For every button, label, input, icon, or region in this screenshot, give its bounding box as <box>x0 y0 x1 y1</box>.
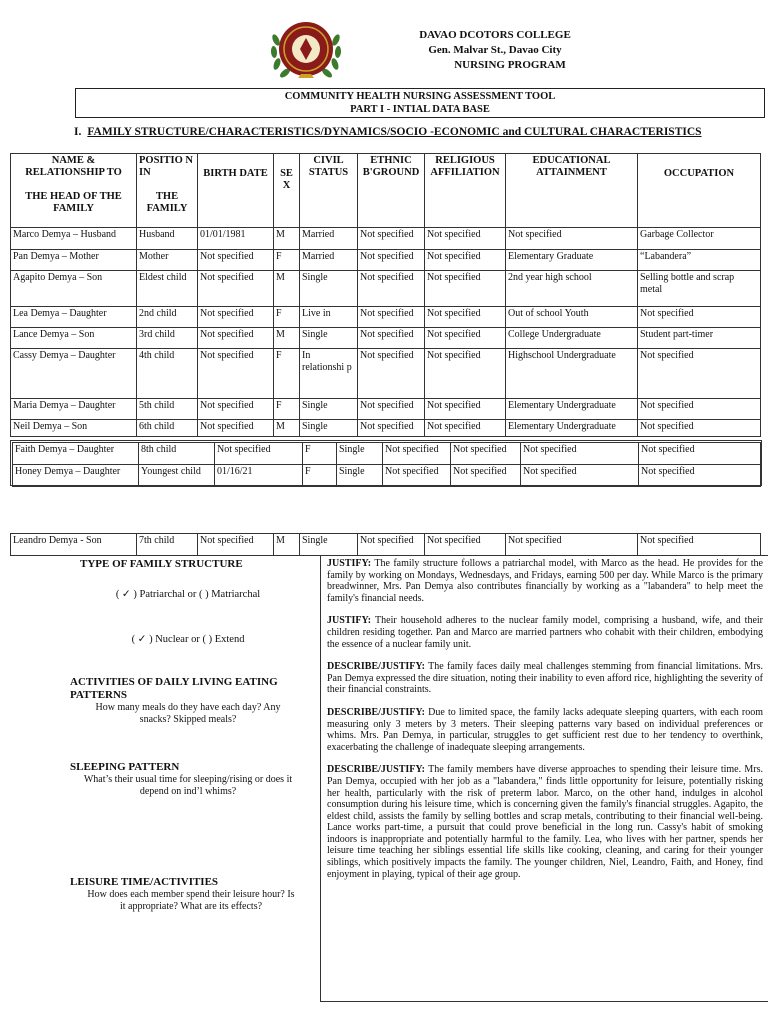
justify-eating: DESCRIBE/JUSTIFY: The family faces daily meal challenges stemming from financial limitations. Mrs. Pan Demya expressed the dire situation, noting their inability to even afford rice, highlighting the severity of their financial constraints. <box>327 661 763 696</box>
table-cell: Not specified <box>506 228 638 250</box>
table-cell: Not specified <box>198 349 274 399</box>
table-cell: Not specified <box>639 443 761 465</box>
justify-sleeping: DESCRIBE/JUSTIFY: Due to limited space, the family lacks adequate sleeping quarters, with each room measuring only 3 meters by 3 meters. Their sleeping patterns vary based on individual preferences or whims. Mrs. Pan Demya, in particular, struggles to get sufficient rest due to her tendency to overthink, exacerbating the challenge of inadequate sleeping arrangements. <box>327 706 763 753</box>
table-cell: F <box>274 349 300 399</box>
table-header-row <box>11 154 761 228</box>
table-cell: Mother <box>137 250 198 271</box>
table-cell: Husband <box>137 228 198 250</box>
table-cell: Not specified <box>638 420 761 437</box>
table-cell: Not specified <box>425 349 506 399</box>
type-of-family-structure <box>70 558 306 646</box>
table-row <box>11 420 761 437</box>
table-cell: Selling bottle and scrap metal <box>638 271 761 307</box>
table-cell: Married <box>300 250 358 271</box>
leisure-question: How does each member spend their leisure hour? Is it appropriate? What are its effects? <box>87 889 295 912</box>
table-cell: F <box>303 443 337 465</box>
adl-question: How many meals do they have each day? Any snacks? Skipped meals? <box>95 702 281 725</box>
adl-label: ACTIVITIES OF DAILY LIVING EATING PATTERNS <box>70 676 278 701</box>
table-cell: Single <box>300 271 358 307</box>
table-cell: Not specified <box>425 250 506 271</box>
table-cell: Student part-timer <box>638 328 761 349</box>
sleeping-pattern <box>70 761 306 798</box>
section-number: I. <box>74 126 82 138</box>
sleep-question: What’s their usual time for sleeping/rising or does it depend on ind’l whims? <box>83 774 293 797</box>
table-cell: Not specified <box>198 250 274 271</box>
table-cell: Single <box>300 534 358 556</box>
table-cell: Single <box>300 420 358 437</box>
table-row <box>13 465 761 487</box>
title-line-2: PART I - INTIAL DATA BASE <box>350 104 490 115</box>
table-cell: Not specified <box>638 307 761 328</box>
table-cell: 7th child <box>137 534 198 556</box>
table-cell: Eldest child <box>137 271 198 307</box>
type-option-patriarchal: ( ✓ ) Patriarchal or ( ) Matriarchal <box>115 589 261 600</box>
table-cell: Not specified <box>198 307 274 328</box>
table-cell: 2nd child <box>137 307 198 328</box>
table-cell: Elementary Undergraduate <box>506 420 638 437</box>
table-cell: Not specified <box>638 399 761 420</box>
header-civil-status: CIVIL STATUS <box>300 154 358 228</box>
table-cell: Marco Demya – Husband <box>11 228 137 250</box>
leisure-label: LEISURE TIME/ACTIVITIES <box>70 876 219 888</box>
table-cell: Not specified <box>425 228 506 250</box>
title-line-1: COMMUNITY HEALTH NURSING ASSESSMENT TOOL <box>284 91 556 102</box>
table-cell: Not specified <box>425 328 506 349</box>
table-cell: Not specified <box>198 399 274 420</box>
table-cell: Single <box>300 399 358 420</box>
header-sex: SE X <box>274 154 300 228</box>
table-cell: 5th child <box>137 399 198 420</box>
table-cell: Leandro Demya - Son <box>11 534 137 556</box>
table-cell: Out of school Youth <box>506 307 638 328</box>
table-cell: Not specified <box>358 228 425 250</box>
table-cell: M <box>274 328 300 349</box>
table-cell: Single <box>337 465 383 487</box>
header-ethnic: ETHNIC B'GROUND <box>358 154 425 228</box>
table-cell: “Labandera” <box>638 250 761 271</box>
table-cell: F <box>274 399 300 420</box>
table-cell: Not specified <box>451 443 521 465</box>
table-cell: Youngest child <box>139 465 215 487</box>
table-cell: Not specified <box>358 399 425 420</box>
table-cell: Not specified <box>425 271 506 307</box>
table-row <box>13 443 761 465</box>
college-address: Gen. Malvar St., Davao City <box>428 44 562 56</box>
table-cell: Live in <box>300 307 358 328</box>
table-cell: Not specified <box>198 420 274 437</box>
table-cell: Not specified <box>451 465 521 487</box>
table-cell: F <box>274 307 300 328</box>
table-cell: Highschool Undergraduate <box>506 349 638 399</box>
family-members-table <box>10 153 761 437</box>
table-cell: Garbage Collector <box>638 228 761 250</box>
table-cell: Elementary Graduate <box>506 250 638 271</box>
table-cell: Not specified <box>521 465 639 487</box>
section-heading <box>74 126 702 138</box>
table-cell: Not specified <box>358 307 425 328</box>
header-education: EDUCATIONAL ATTAINMENT <box>506 154 638 228</box>
table-cell: Not specified <box>358 349 425 399</box>
table-row <box>11 328 761 349</box>
table-cell: M <box>274 271 300 307</box>
table-cell: In relationshi p <box>300 349 358 399</box>
table-cell: Not specified <box>358 420 425 437</box>
table-cell: Single <box>300 328 358 349</box>
table-cell: Not specified <box>639 465 761 487</box>
table-row <box>11 307 761 328</box>
adl-eating-patterns <box>70 676 306 726</box>
header-religion: RELIGIOUS AFFILIATION <box>425 154 506 228</box>
table-cell: Not specified <box>638 534 761 556</box>
justify-nuclear: JUSTIFY: Their household adheres to the nuclear family model, comprising a husband, wife, and their children residing together. Pan and Marco are married partners who cohabit with their children, embodying the essence of a nuclear family unit. <box>327 615 763 650</box>
table-cell: Not specified <box>425 420 506 437</box>
table-cell: Lea Demya – Daughter <box>11 307 137 328</box>
table-cell: Not specified <box>383 465 451 487</box>
table-cell: Not specified <box>383 443 451 465</box>
table-cell: Honey Demya – Daughter <box>13 465 139 487</box>
table-cell: Not specified <box>425 534 506 556</box>
sleep-label: SLEEPING PATTERN <box>70 761 180 773</box>
type-label: TYPE OF FAMILY STRUCTURE <box>80 558 243 570</box>
table-row <box>11 349 761 399</box>
justify-leisure: DESCRIBE/JUSTIFY: The family members have diverse approaches to spending their leisure time. Mrs. Pan Demya, occupied with her job as a "labandera," finds little opportunity for leisure, potentially risking her health, particularly with the risk of preterm labor. Marco, on the other hand, indulges in alcohol consumption during his leisure time, which is concerning given the family's financial struggles. Agapito, the eldest child, assists the family by selling bottles and scrap metals, contributing to their financial well-being. Lance works part-time, a pursuit that could prove beneficial in the long run. Cassy's habit of smoking indoors is inappropriate and potentially harmful to the family. Lea, who lives with her partner, spends her leisure time teaching her siblings essential life skills like cooking, cleaning, and caring for their younger siblings, which positively impacts the family. The younger children, Niel, Leandro, Faith, and Honey, find enjoyment in playing, typical of their age group. <box>327 764 763 880</box>
table-cell: 3rd child <box>137 328 198 349</box>
justify-family-structure: JUSTIFY: The family structure follows a patriarchal model, with Marco as the head. He provides for the family by working on Mondays, Wednesdays, and Fridays, earning 500 per day. While Marco is the primary breadwinner, Mrs. Pan Demya also contributes financially by working as a "labandera" to help meet the family's financial needs. <box>327 558 763 604</box>
table-cell: Maria Demya – Daughter <box>11 399 137 420</box>
section-title: FAMILY STRUCTURE/CHARACTERISTICS/DYNAMICS/SOCIO -ECONOMIC and CULTURAL CHARACTERISTICS <box>87 126 702 138</box>
table-cell: M <box>274 228 300 250</box>
table-cell: 4th child <box>137 349 198 399</box>
table-cell: Not specified <box>358 534 425 556</box>
header-name: NAME & RELATIONSHIP TO THE HEAD OF THE FAMILY <box>11 154 137 228</box>
table-cell: Married <box>300 228 358 250</box>
table-cell: Not specified <box>198 534 274 556</box>
table-row <box>11 534 761 556</box>
college-header <box>380 28 610 73</box>
table-cell: F <box>274 250 300 271</box>
table-cell: Not specified <box>358 328 425 349</box>
table-row <box>11 399 761 420</box>
table-cell: Agapito Demya – Son <box>11 271 137 307</box>
table-cell: Not specified <box>198 328 274 349</box>
table-cell: Not specified <box>506 534 638 556</box>
leisure-time-activities <box>70 876 306 913</box>
table-cell: 01/01/1981 <box>198 228 274 250</box>
table-row <box>11 228 761 250</box>
program-name: NURSING PROGRAM <box>454 59 566 71</box>
table-cell: Not specified <box>358 271 425 307</box>
table-cell: Elementary Undergraduate <box>506 399 638 420</box>
table-cell: Not specified <box>215 443 303 465</box>
type-option-nuclear: ( ✓ ) Nuclear or ( ) Extend <box>131 634 245 645</box>
table-cell: 8th child <box>139 443 215 465</box>
table-cell: M <box>274 534 300 556</box>
table-cell: Pan Demya – Mother <box>11 250 137 271</box>
table-cell: 01/16/21 <box>215 465 303 487</box>
justification-box <box>320 555 768 1002</box>
header-occupation: OCCUPATION <box>638 154 761 228</box>
table-cell: Not specified <box>425 307 506 328</box>
table-cell: Cassy Demya – Daughter <box>11 349 137 399</box>
table-cell: F <box>303 465 337 487</box>
family-members-table-extra <box>10 533 761 556</box>
table-cell: Not specified <box>425 399 506 420</box>
table-row <box>11 250 761 271</box>
table-cell: Single <box>337 443 383 465</box>
table-cell: Neil Demya – Son <box>11 420 137 437</box>
college-seal-logo <box>268 18 344 82</box>
table-cell: Not specified <box>198 271 274 307</box>
table-cell: 6th child <box>137 420 198 437</box>
table-cell: M <box>274 420 300 437</box>
college-name: DAVAO DCOTORS COLLEGE <box>419 29 571 41</box>
table-cell: Faith Demya – Daughter <box>13 443 139 465</box>
header-position: POSITIO N IN THE FAMILY <box>137 154 198 228</box>
table-cell: Lance Demya – Son <box>11 328 137 349</box>
family-members-table-continued <box>12 442 761 487</box>
header-birth-date: BIRTH DATE <box>198 154 274 228</box>
document-title-box <box>75 88 765 118</box>
table-cell: Not specified <box>638 349 761 399</box>
table-cell: Not specified <box>358 250 425 271</box>
table-cell: College Undergraduate <box>506 328 638 349</box>
table-row <box>11 271 761 307</box>
table-cell: Not specified <box>521 443 639 465</box>
table-cell: 2nd year high school <box>506 271 638 307</box>
